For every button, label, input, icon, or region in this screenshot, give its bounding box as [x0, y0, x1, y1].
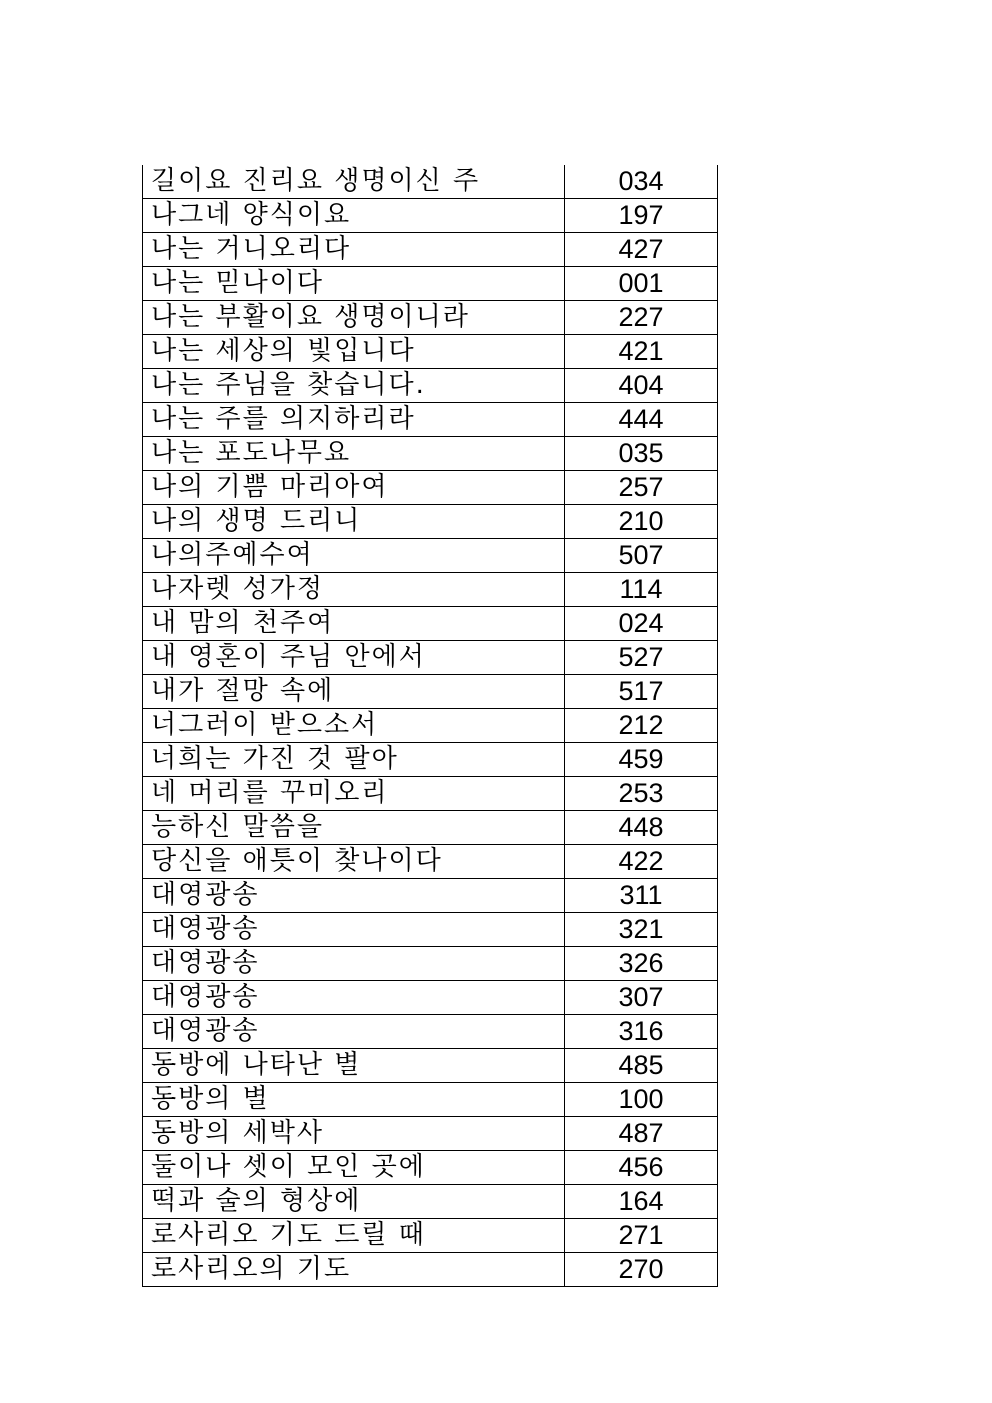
table-row [143, 165, 718, 199]
hymn-number-cell: 459 [565, 743, 718, 777]
table-row [143, 607, 718, 641]
hymn-number-cell: 527 [565, 641, 718, 675]
hymn-number-cell: 311 [565, 879, 718, 913]
hymn-title-cell: 나자렛 성가정 [143, 573, 565, 607]
hymn-number-cell: 485 [565, 1049, 718, 1083]
hymn-number-cell: 421 [565, 335, 718, 369]
table-row [143, 1049, 718, 1083]
table-row [143, 573, 718, 607]
hymn-title-cell: 동방의 별 [143, 1083, 565, 1117]
hymn-title-cell: 나는 세상의 빛입니다 [143, 335, 565, 369]
table-row [143, 1219, 718, 1253]
hymn-number-cell: 210 [565, 505, 718, 539]
hymn-title-cell: 능하신 말씀을 [143, 811, 565, 845]
hymn-title-cell: 대영광송 [143, 1015, 565, 1049]
hymn-number-cell: 326 [565, 947, 718, 981]
hymn-number-cell: 307 [565, 981, 718, 1015]
hymn-title-cell: 나는 포도나무요 [143, 437, 565, 471]
hymn-title-cell: 나는 주님을 찾습니다. [143, 369, 565, 403]
hymn-title-cell: 로사리오 기도 드릴 때 [143, 1219, 565, 1253]
hymn-number-cell: 270 [565, 1253, 718, 1287]
hymn-number-cell: 448 [565, 811, 718, 845]
hymn-number-cell: 034 [565, 165, 718, 199]
hymn-title-cell: 대영광송 [143, 947, 565, 981]
hymn-number-cell: 517 [565, 675, 718, 709]
table-row [143, 437, 718, 471]
table-row [143, 335, 718, 369]
hymn-number-cell: 227 [565, 301, 718, 335]
table-row [143, 1151, 718, 1185]
table-row [143, 947, 718, 981]
table-row [143, 709, 718, 743]
table-row [143, 539, 718, 573]
table-row [143, 743, 718, 777]
table-row [143, 675, 718, 709]
hymn-title-cell: 동방에 나타난 별 [143, 1049, 565, 1083]
hymn-title-cell: 대영광송 [143, 879, 565, 913]
hymn-title-cell: 너그러이 받으소서 [143, 709, 565, 743]
hymn-number-cell: 164 [565, 1185, 718, 1219]
hymn-title-cell: 나의주예수여 [143, 539, 565, 573]
hymn-number-cell: 035 [565, 437, 718, 471]
table-row [143, 1185, 718, 1219]
hymn-title-cell: 길이요 진리요 생명이신 주 [143, 165, 565, 199]
table-row [143, 879, 718, 913]
hymn-number-cell: 100 [565, 1083, 718, 1117]
hymn-number-cell: 444 [565, 403, 718, 437]
hymn-number-cell: 253 [565, 777, 718, 811]
hymn-title-cell: 대영광송 [143, 913, 565, 947]
hymn-number-cell: 271 [565, 1219, 718, 1253]
hymn-title-cell: 나는 부활이요 생명이니라 [143, 301, 565, 335]
hymn-number-cell: 024 [565, 607, 718, 641]
hymn-number-cell: 197 [565, 199, 718, 233]
hymn-title-cell: 나의 기쁨 마리아여 [143, 471, 565, 505]
table-row [143, 199, 718, 233]
hymn-title-cell: 나는 주를 의지하리라 [143, 403, 565, 437]
table-row [143, 811, 718, 845]
hymn-number-cell: 001 [565, 267, 718, 301]
table-row [143, 981, 718, 1015]
table-row [143, 913, 718, 947]
hymn-title-cell: 둘이나 셋이 모인 곳에 [143, 1151, 565, 1185]
hymn-number-cell: 212 [565, 709, 718, 743]
hymn-number-cell: 427 [565, 233, 718, 267]
table-row [143, 1015, 718, 1049]
hymn-title-cell: 나그네 양식이요 [143, 199, 565, 233]
hymn-number-cell: 487 [565, 1117, 718, 1151]
hymn-title-cell: 나의 생명 드리니 [143, 505, 565, 539]
table-row [143, 471, 718, 505]
table-row [143, 1117, 718, 1151]
hymn-title-cell: 네 머리를 꾸미오리 [143, 777, 565, 811]
table-row [143, 505, 718, 539]
table-row [143, 403, 718, 437]
table-row [143, 233, 718, 267]
table-row [143, 641, 718, 675]
hymn-title-cell: 떡과 술의 형상에 [143, 1185, 565, 1219]
hymn-title-cell: 내 영혼이 주님 안에서 [143, 641, 565, 675]
hymn-title-cell: 당신을 애틋이 찾나이다 [143, 845, 565, 879]
hymn-number-cell: 257 [565, 471, 718, 505]
hymn-index-table [142, 165, 718, 1287]
hymn-title-cell: 대영광송 [143, 981, 565, 1015]
table-row [143, 267, 718, 301]
table-row [143, 1083, 718, 1117]
hymn-number-cell: 422 [565, 845, 718, 879]
table-row [143, 845, 718, 879]
table-row [143, 369, 718, 403]
hymn-index-body [143, 165, 718, 1287]
hymn-number-cell: 456 [565, 1151, 718, 1185]
hymn-title-cell: 로사리오의 기도 [143, 1253, 565, 1287]
hymn-number-cell: 321 [565, 913, 718, 947]
hymn-number-cell: 316 [565, 1015, 718, 1049]
table-row [143, 301, 718, 335]
hymn-title-cell: 내 맘의 천주여 [143, 607, 565, 641]
hymn-title-cell: 내가 절망 속에 [143, 675, 565, 709]
table-row [143, 1253, 718, 1287]
hymn-title-cell: 동방의 세박사 [143, 1117, 565, 1151]
hymn-title-cell: 나는 믿나이다 [143, 267, 565, 301]
table-row [143, 777, 718, 811]
hymn-number-cell: 404 [565, 369, 718, 403]
hymn-title-cell: 나는 거니오리다 [143, 233, 565, 267]
hymn-number-cell: 114 [565, 573, 718, 607]
hymn-title-cell: 너희는 가진 것 팔아 [143, 743, 565, 777]
hymn-number-cell: 507 [565, 539, 718, 573]
